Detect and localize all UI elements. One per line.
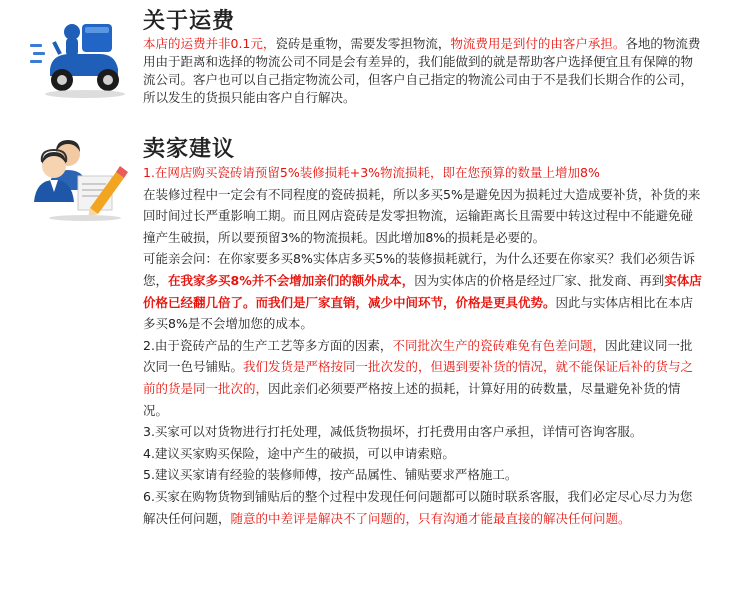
- advice-item-4: 4.建议买家购买保险，途中产生的破损，可以申请索赔。: [143, 445, 455, 461]
- item-2-red-1: 不同批次生产的瓷砖难免有色差问题，: [392, 337, 605, 353]
- advice-item-1-head: 1.在网店购买瓷砖请预留5%装修损耗+3%物流损耗，即在您预算的数量上增加8%: [143, 165, 600, 180]
- question-text-3: 因此与实体店相比在本店多买8%是不会增加您的成本。: [143, 294, 694, 332]
- shipping-title: 关于运费: [143, 9, 236, 34]
- shipping-text-2: 各地的物流费用由于距离和选择的物流公司不同是会有差异的，我们能做到的就是帮助客户选择便宜且有保障的物流公司。客户也可以自己指定物流公司，但客户自己指定的物流公司由于不是我们长期合作的公司，所以发生的货损只能由客户自行解决。: [143, 36, 701, 105]
- advice-body: [143, 162, 703, 529]
- item-2-text-2: 因此建议同一批次同一色号铺贴。: [143, 337, 693, 375]
- delivery-scooter-icon: [30, 14, 130, 100]
- shipping-section: [0, 0, 750, 115]
- item-2-text-3: 因此亲们必须要严格按上述的损耗，计算好用的砖数量，尽量避免补货的情况。: [143, 380, 681, 418]
- advice-question: [143, 248, 703, 334]
- question-red-2: 实体店价格已经翻几倍了。: [143, 272, 702, 310]
- item-2-text-1: 2.由于瓷砖产品的生产工艺等多方面的因素，: [143, 337, 393, 353]
- shipping-text-1: 瓷砖是重物，需要发零担物流，: [275, 36, 451, 51]
- shipping-text: [143, 35, 703, 107]
- shipping-red-2: 物流费用是到付的由客户承担。: [450, 36, 626, 51]
- question-red-1: 在我家多买8%并不会增加亲们的额外成本，: [168, 272, 415, 288]
- question-red-3: 而我们是厂家直销，减少中间环节，价格是更具优势。: [255, 294, 556, 310]
- advice-title: 卖家建议: [143, 137, 236, 162]
- item-6-text-1: 6.买家在购物货物到铺贴后的整个过程中发现任何问题都可以随时联系客服，我们必定尽心尽力为您解决任何问题，: [143, 488, 693, 526]
- advice-item-3: 3.买家可以对货物进行打托处理，减低货物损坏，打托费用由客户承担，详情可咨询客服。: [143, 424, 643, 440]
- shipping-paragraph: [143, 35, 703, 107]
- advice-item-6: [143, 486, 703, 529]
- item-6-red-1: 随意的中差评是解决不了问题的，只有沟通才能最直接的解决任何问题。: [230, 510, 631, 526]
- item-2-red-2: 我们发货是严格按同一批次发的，但遇到要补货的情况，就不能保证后补的货与之前的货是同一批次的，: [143, 359, 694, 396]
- advice-section: [0, 120, 750, 602]
- advice-item-1-body: 在装修过程中一定会有不同程度的瓷砖损耗，所以多买5%是避免因为损耗过大造成要补货，补货的来回时间过长严重影响工期。而且网店瓷砖是发零担物流，运输距离长且需要中转这过程中不能避免碰撞产生破损，所以要预留3%的物流损耗。因此增加8%的损耗是必要的。: [143, 186, 701, 245]
- question-text-2: 因为实体店的价格是经过厂家、批发商、再到: [414, 272, 665, 288]
- advice-item-5: 5.建议买家请有经验的装修师傅，按产品属性、铺贴要求严格施工。: [143, 467, 518, 483]
- shipping-red-1: 本店的运费并非0.1元，: [143, 36, 276, 51]
- advice-item-2: [143, 335, 703, 421]
- customer-service-pencil-icon: [30, 132, 130, 222]
- question-text-1: 可能亲会问：在你家要多买8%实体店多买5%的装修损耗就行，为什么还要在你家买？我们必须告诉您，: [143, 251, 696, 288]
